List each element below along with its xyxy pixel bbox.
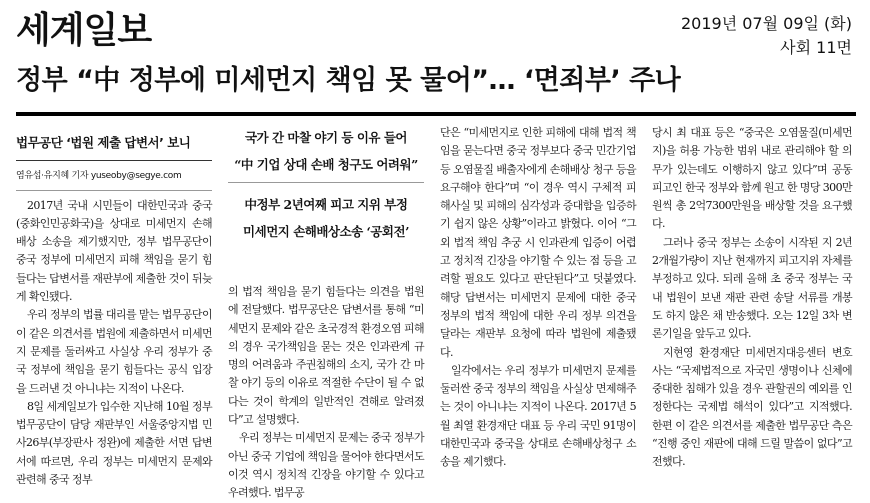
paragraph: 지현영 환경재단 미세먼지대응센터 변호사는 “국제법적으로 자국민 생명이나 신체에 중대한 침해가 있을 경우 관할권의 예외를 인정한다는 국제법 해석이 있다”고 지적했다. 한편 이 같은 의견서를 제출한 법무공단 측은 “진행 중인 재판에 대해 드릴 말씀이 없다”고 전했다. xyxy=(652,345,852,469)
section-title: 법무공단 ‘법원 제출 답변서’ 보니 xyxy=(16,135,191,150)
paragraph: 의 법적 책임을 묻기 힘들다는 의견을 법원에 전달했다. 법무공단은 답변서를 통해 “미세먼지 문제와 같은 초국경적 환경오염 피해의 경우 국가책임을 묻는 것은 인과관계 규명의 어려움과 주권침해의 소지, 국가 간 마찰 야기 등의 이유로 적절한 수단이 될 수 없다는 것이 학계의 일반적인 견해로 알려졌다”고 설명했다. xyxy=(228,285,424,427)
article-column-2 xyxy=(228,124,424,503)
subhead: “中 기업 상대 손배 청구도 어려워” xyxy=(234,157,418,172)
issue-date: 2019년 07월 09일 (화) xyxy=(680,14,852,33)
article-column-1 xyxy=(16,124,212,489)
column-body xyxy=(228,283,424,503)
subhead-group-1 xyxy=(228,124,424,183)
paragraph: 일각에서는 우리 정부가 미세먼지 문제를 둘러싼 중국 정부의 책임을 사실상 면제해주는 것이 아니냐는 지적이 나온다. 2017년 5월 최열 환경재단 대표 등 우리 국민 91명이 대한민국과 중국을 상대로 손해배상청구 소송을 제기했다. xyxy=(440,363,636,469)
byline: 염유섭·유지혜 기자 yuseoby@segye.com xyxy=(16,160,212,190)
subhead: 미세먼지 손해배상소송 ‘공회전’ xyxy=(243,224,409,239)
paragraph: 우리 정부는 미세먼지 문제는 중국 정부가 아닌 중국 기업에 책임을 물어야 한다면서도 이것 역시 정치적 긴장을 야기할 수 있다고 우려했다. 법무공 xyxy=(228,431,424,500)
subheadline-box xyxy=(228,124,424,245)
subhead: 中정부 2년여째 피고 지위 부정 xyxy=(244,197,408,212)
paragraph: 그러나 중국 정부는 소송이 시작된 지 2년2개월가량이 지난 현재까지 피고지위 자체를 부정하고 있다. 되레 올해 초 중국 정부는 국내 법원이 보낸 재판 관련 송달 서류를 개봉도 하지 않은 채 반송했다. 오는 12일 3차 변론기일을 앞두고 있다. xyxy=(652,235,852,341)
article-column-3 xyxy=(440,124,636,472)
article-column-4 xyxy=(652,124,852,472)
paragraph: 우리 정부의 법률 대리를 맡는 법무공단이 이 같은 의견서를 법원에 제출하면서 미세먼지 문제를 둘러싸고 사실상 우리 정부가 중국 정부에 책임을 묻기 힘들다는 공식 입장을 드러낸 것 아니냐는 지적이 나온다. xyxy=(16,308,212,395)
paragraph: 단은 “미세먼지로 인한 피해에 대해 법적 책임을 묻는다면 중국 정부보다 중국 민간기업 등 오염물질 배출자에게 손해배상 청구 등을 요구해야 한다”며 “이 경우 역시 구체적 피해사실 및 피해의 심각성과 증대함을 입증하기 쉽지 않은 상황”이라고 밝혔다. 이어 “그 외 법적 책임 추궁 시 인과관계 입증이 어렵고 정치적 긴장을 야기할 수 있는 점 등을 고려할 필요도 있다고 판단된다”고 덧붙였다. 해당 답변서는 미세먼지 문제에 대한 중국 정부의 법적 책임에 대한 우리 정부 의견을 달라는 재판부 요청에 따라 법원에 제출됐다. xyxy=(440,126,636,359)
issue-info xyxy=(681,12,852,60)
paragraph: 2017년 국내 시민들이 대한민국과 중국(중화인민공화국)을 상대로 미세먼지 손해배상 소송을 제기했지만, 정부 법무공단이 중국 정부에 미세먼지 피해 책임을 묻기 힘들다는 답변서를 재판부에 제출한 것이 뒤늦게 확인됐다. xyxy=(16,198,212,304)
article-headline: 정부 “中 정부에 미세먼지 책임 못 물어”… ‘면죄부’ 주나 xyxy=(16,65,681,96)
issue-section: 사회 11면 xyxy=(780,38,852,57)
paragraph: 당시 최 대표 등은 “중국은 오염물질(미세먼지)을 허용 가능한 범위 내로 관리해야 할 의무가 있는데도 이행하지 않고 있다”며 공동 피고인 한국 정부와 함께 원고 한 명당 300만원씩 총 2억7300만원을 배상할 것을 요구했다. xyxy=(652,126,852,231)
headline-rule xyxy=(16,112,856,116)
subhead-group-2 xyxy=(228,191,424,245)
subhead: 국가 간 마찰 야기 등 이유 들어 xyxy=(244,130,407,145)
paragraph: 8일 세계일보가 입수한 지난해 10월 정부법무공단이 담당 재판부인 서울중앙지법 민사26부(부장판사 정완)에 제출한 서면 답변서에 따르면, 우리 정부는 미세먼지 문제와 관련해 중국 정부 xyxy=(16,399,212,487)
newspaper-masthead: 세계일보 xyxy=(16,9,152,51)
